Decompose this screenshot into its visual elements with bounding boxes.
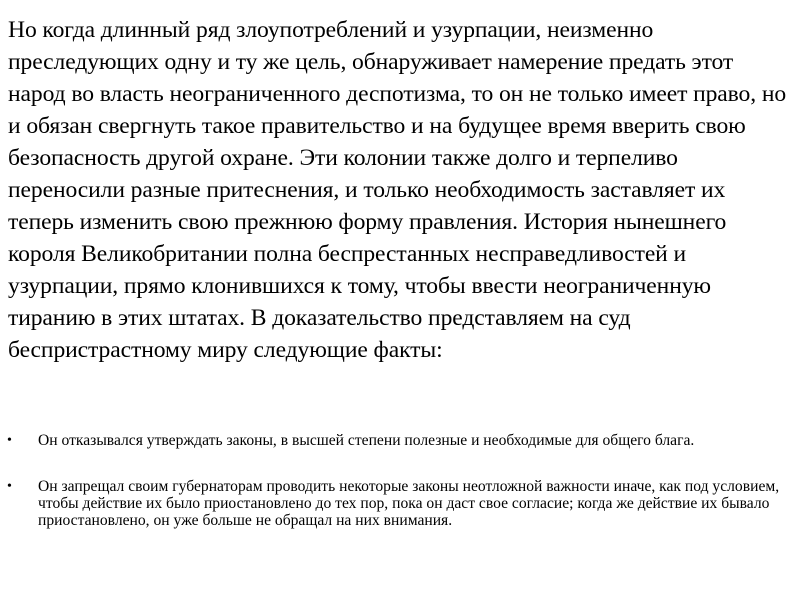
bullet-text: Он отказывался утверждать законы, в высшей степени полезные и необходимые для общего блага. [38,432,695,449]
bullet-list [0,432,800,558]
bullet-item [0,478,800,529]
bullet-icon: • [7,479,12,494]
bullet-icon: • [7,433,12,448]
bullet-item [0,432,800,449]
bullet-text: Он запрещал своим губернаторам проводить некоторые законы неотложной важности иначе, как под условием, чтобы действие их было приостановлено до тех пор, пока он даст свое согласие; когда же действие их бывало приостановлено, он уже больше не обращал на них внимания. [38,478,780,529]
main-paragraph: Но когда длинный ряд злоупотреблений и узурпации, неизменно преследующих одну и ту же цель, обнаруживает намерение предать этот народ во власть неограниченного деспотизма, то он не только имеет право, но и обязан свергнуть такое правительство и на будущее время вверить свою безопасность другой охране. Эти колонии также долго и терпеливо переносили разные притеснения, и только необходимость заставляет их теперь изменить свою прежнюю форму правления. История нынешнего короля Великобритании полна беспрестанных несправедливостей и узурпации, прямо клонившихся к тому, чтобы ввести неограниченную тиранию в этих штатах. В доказательство представляем на суд беспристрастному миру следующие факты: [8,17,787,363]
